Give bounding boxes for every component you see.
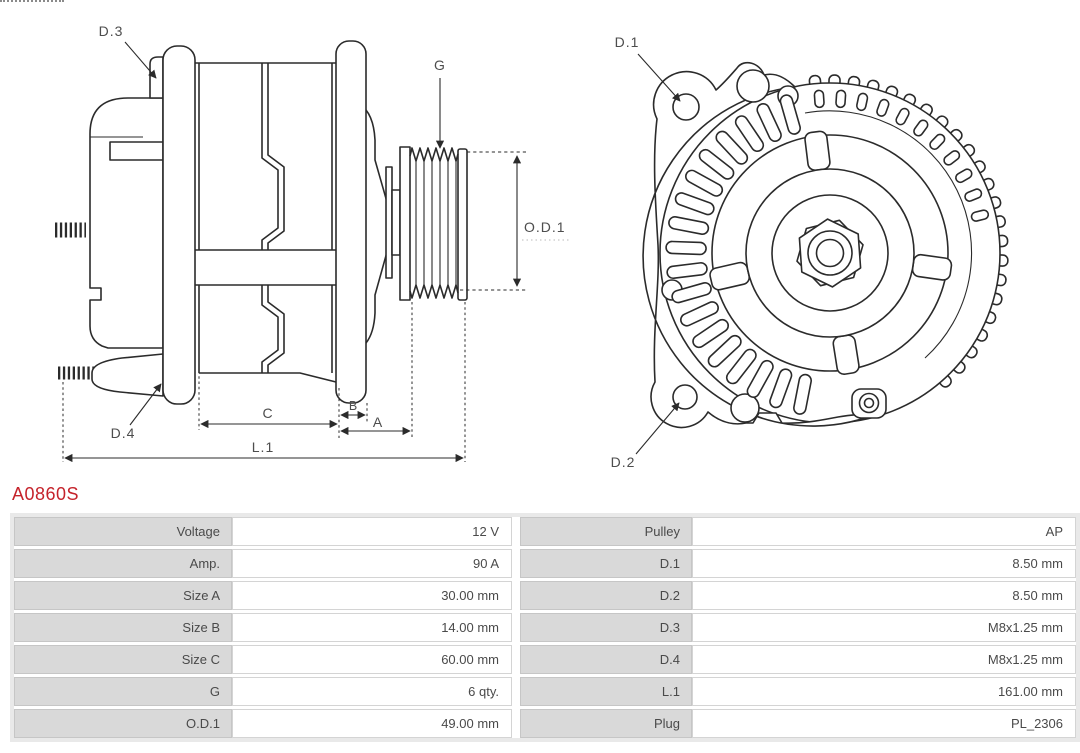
label-d3: D.3 [98,23,124,39]
label-l1: L.1 [251,439,275,455]
spec-value-cell: 30.00 mm [232,581,512,610]
spec-label-cell: Voltage [14,517,232,546]
label-d4: D.4 [110,425,136,441]
spec-value-cell: 161.00 mm [692,677,1076,706]
d4-boss [92,350,163,396]
spec-label-cell: G [14,677,232,706]
front-lug [336,41,366,403]
spec-row [14,549,1076,578]
spec-label-cell: D.2 [520,581,692,610]
pulley-flange [458,149,467,300]
column-gap [512,517,520,546]
front-bracket [366,110,400,343]
od1-dimension [460,152,570,290]
label-d1: D.1 [614,34,640,50]
spec-label-cell: Amp. [14,549,232,578]
column-gap [512,613,520,642]
column-gap [512,677,520,706]
spec-row [14,517,1076,546]
column-gap [512,709,520,738]
spec-value-cell: M8x1.25 mm [692,613,1076,642]
front-view-drawing [590,20,1050,480]
spec-value-cell: PL_2306 [692,709,1076,738]
label-od1: O.D.1 [524,219,566,235]
lower-right-bracket [852,389,886,418]
spec-label-cell: O.D.1 [14,709,232,738]
spec-label-cell: D.3 [520,613,692,642]
lower-bolt-hole [731,394,759,422]
spec-label-cell: Size C [14,645,232,674]
spec-label-cell: D.4 [520,645,692,674]
page-edge-artifact [0,0,64,2]
column-gap [512,581,520,610]
spec-value-cell: 8.50 mm [692,549,1076,578]
spec-row [14,613,1076,642]
spec-label-cell: Size B [14,613,232,642]
shaft-washer [386,167,392,278]
spec-row [14,581,1076,610]
label-b: B [348,399,358,413]
spec-label-cell: Plug [520,709,692,738]
shaft-collar [808,231,852,275]
part-number: A0860S [12,484,80,504]
spec-label-cell: Pulley [520,517,692,546]
pulley [400,147,467,300]
spec-value-cell: 6 qty. [232,677,512,706]
spec-value-cell: 60.00 mm [232,645,512,674]
pulley-grooves-top [410,148,458,161]
pulley-flange [400,147,410,300]
d3-ear [150,57,163,98]
spec-row [14,677,1076,706]
spec-value-cell: 12 V [232,517,512,546]
pulley-groove-walls [416,161,456,285]
spec-label-cell: L.1 [520,677,692,706]
rear-housing [55,57,163,396]
spec-table [10,513,1080,742]
spec-row [14,645,1076,674]
rear-lug [163,46,195,404]
spec-label-cell: Size A [14,581,232,610]
upper-bolt-hole [737,70,769,102]
column-gap [512,645,520,674]
spec-value-cell: 49.00 mm [232,709,512,738]
stator-body [163,41,366,404]
pulley-grooves-bottom [410,285,458,298]
spec-value-cell: M8x1.25 mm [692,645,1076,674]
column-gap [512,549,520,578]
spec-value-cell: 8.50 mm [692,581,1076,610]
label-c: C [262,405,274,421]
spec-value-cell: AP [692,517,1076,546]
spec-value-cell: 14.00 mm [232,613,512,642]
label-a: A [372,414,384,430]
side-view-drawing [10,10,570,480]
shaft-spacer [392,190,400,255]
label-d2: D.2 [610,454,636,470]
label-g: G [434,57,446,73]
spec-row [14,709,1076,738]
spec-value-cell: 90 A [232,549,512,578]
spec-label-cell: D.1 [520,549,692,578]
